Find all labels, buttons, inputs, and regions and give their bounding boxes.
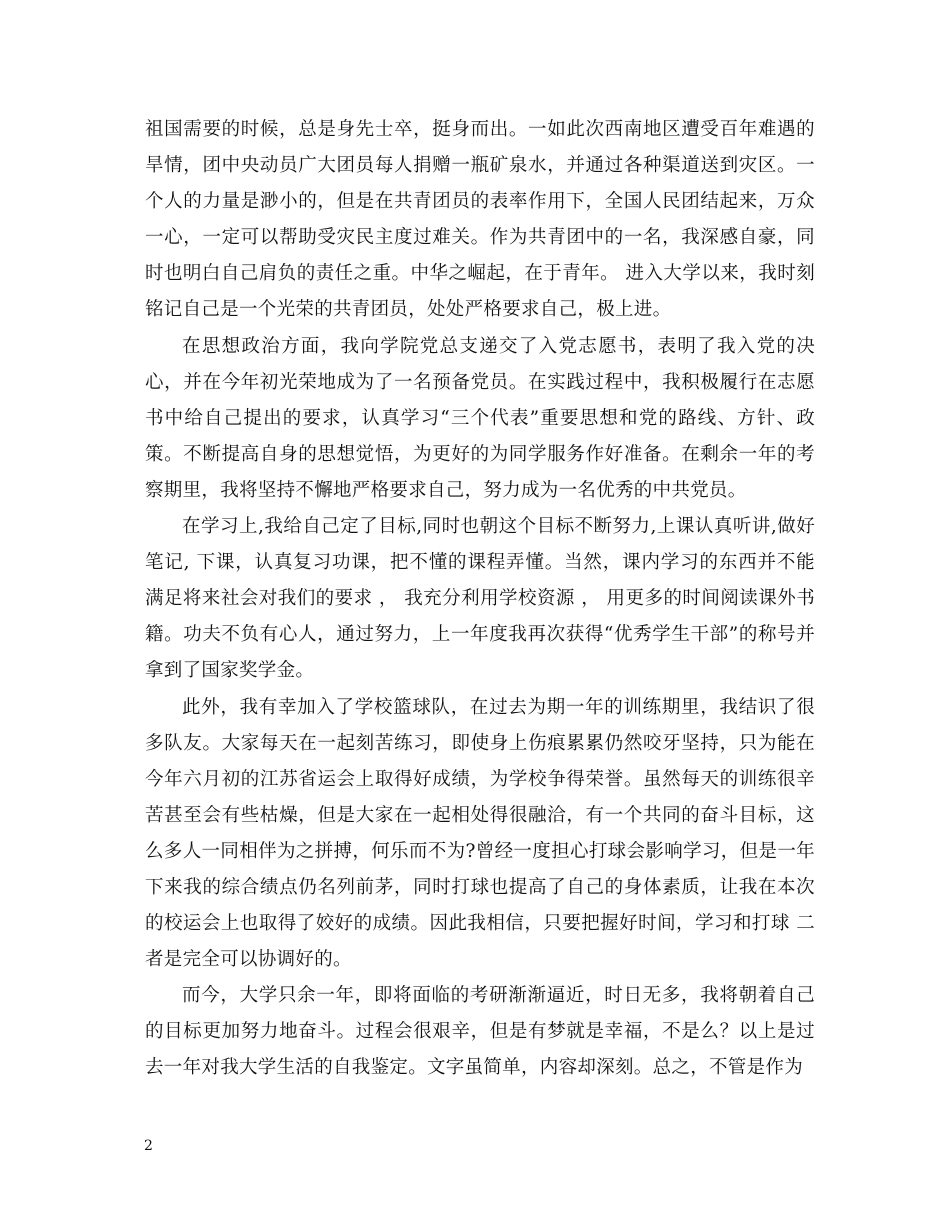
paragraph-5: 而今，大学只余一年，即将面临的考研渐渐逼近，时日无多，我将朝着自己的目标更加努力地奋斗。过程会很艰辛，但是有梦就是幸福，不是么？以上是过去一年对我大学生活的自我鉴定。文字虽简单，内容却深刻。总之，不管是作为 — [145, 985, 815, 1079]
paragraph-3: 在学习上,我给自己定了目标,同时也朝这个目标不断努力,上课认真听讲,做好笔记, 下课，认真复习功课，把不懂的课程弄懂。当然，课内学习的东西并不能满足将来社会对我们的要求 ， 我充分利用学校资源 ， 用更多的时间阅读课外书籍。功夫不负有心人，通过努力，上一年度我再次获得“优秀学生干部”的称号并拿到了国家奖学金。 — [145, 516, 815, 682]
body-text — [145, 112, 815, 1087]
paragraph-1: 祖国需要的时候，总是身先士卒，挺身而出。一如此次西南地区遭受百年难遇的旱情，团中央动员广大团员每人捐赠一瓶矿泉水，并通过各种渠道送到灾区。一个人的力量是渺小的，但是在共青团员的表率作用下，全国人民团结起来，万众一心，一定可以帮助受灾民主度过难关。作为共青团中的一名，我深感自豪，同时也明白自己肩负的责任之重。中华之崛起，在于青年。 进入大学以来，我时刻铭记自己是一个光荣的共青团员，处处严格要求自己，极上进。 — [145, 119, 815, 321]
page-number: 2 — [144, 1138, 153, 1154]
paragraph-2: 在思想政治方面，我向学院党总支递交了入党志愿书，表明了我入党的决心，并在今年初光荣地成为了一名预备党员。在实践过程中，我积极履行在志愿书中给自己提出的要求，认真学习“三个代表”重要思想和党的路线、方针、政策。不断提高自身的思想觉悟，为更好的为同学服务作好准备。在剩余一年的考察期里，我将坚持不懈地严格要求自己，努力成为一名优秀的中共党员。 — [145, 335, 815, 501]
paragraph-4: 此外，我有幸加入了学校篮球队，在过去为期一年的训练期里，我结识了很多队友。大家每天在一起刻苦练习，即使身上伤痕累累仍然咬牙坚持，只为能在今年六月初的江苏省运会上取得好成绩，为学校争得荣誉。虽然每天的训练很辛苦甚至会有些枯燥，但是大家在一起相处得很融洽，有一个共同的奋斗目标，这么多人一同相伴为之拼搏，何乐而不为?曾经一度担心打球会影响学习，但是一年下来我的综合绩点仍名列前茅，同时打球也提高了自己的身体素质，让我在本次的校运会上也取得了姣好的成绩。因此我相信，只要把握好时间，学习和打球 二者是完全可以协调好的。 — [145, 696, 815, 971]
